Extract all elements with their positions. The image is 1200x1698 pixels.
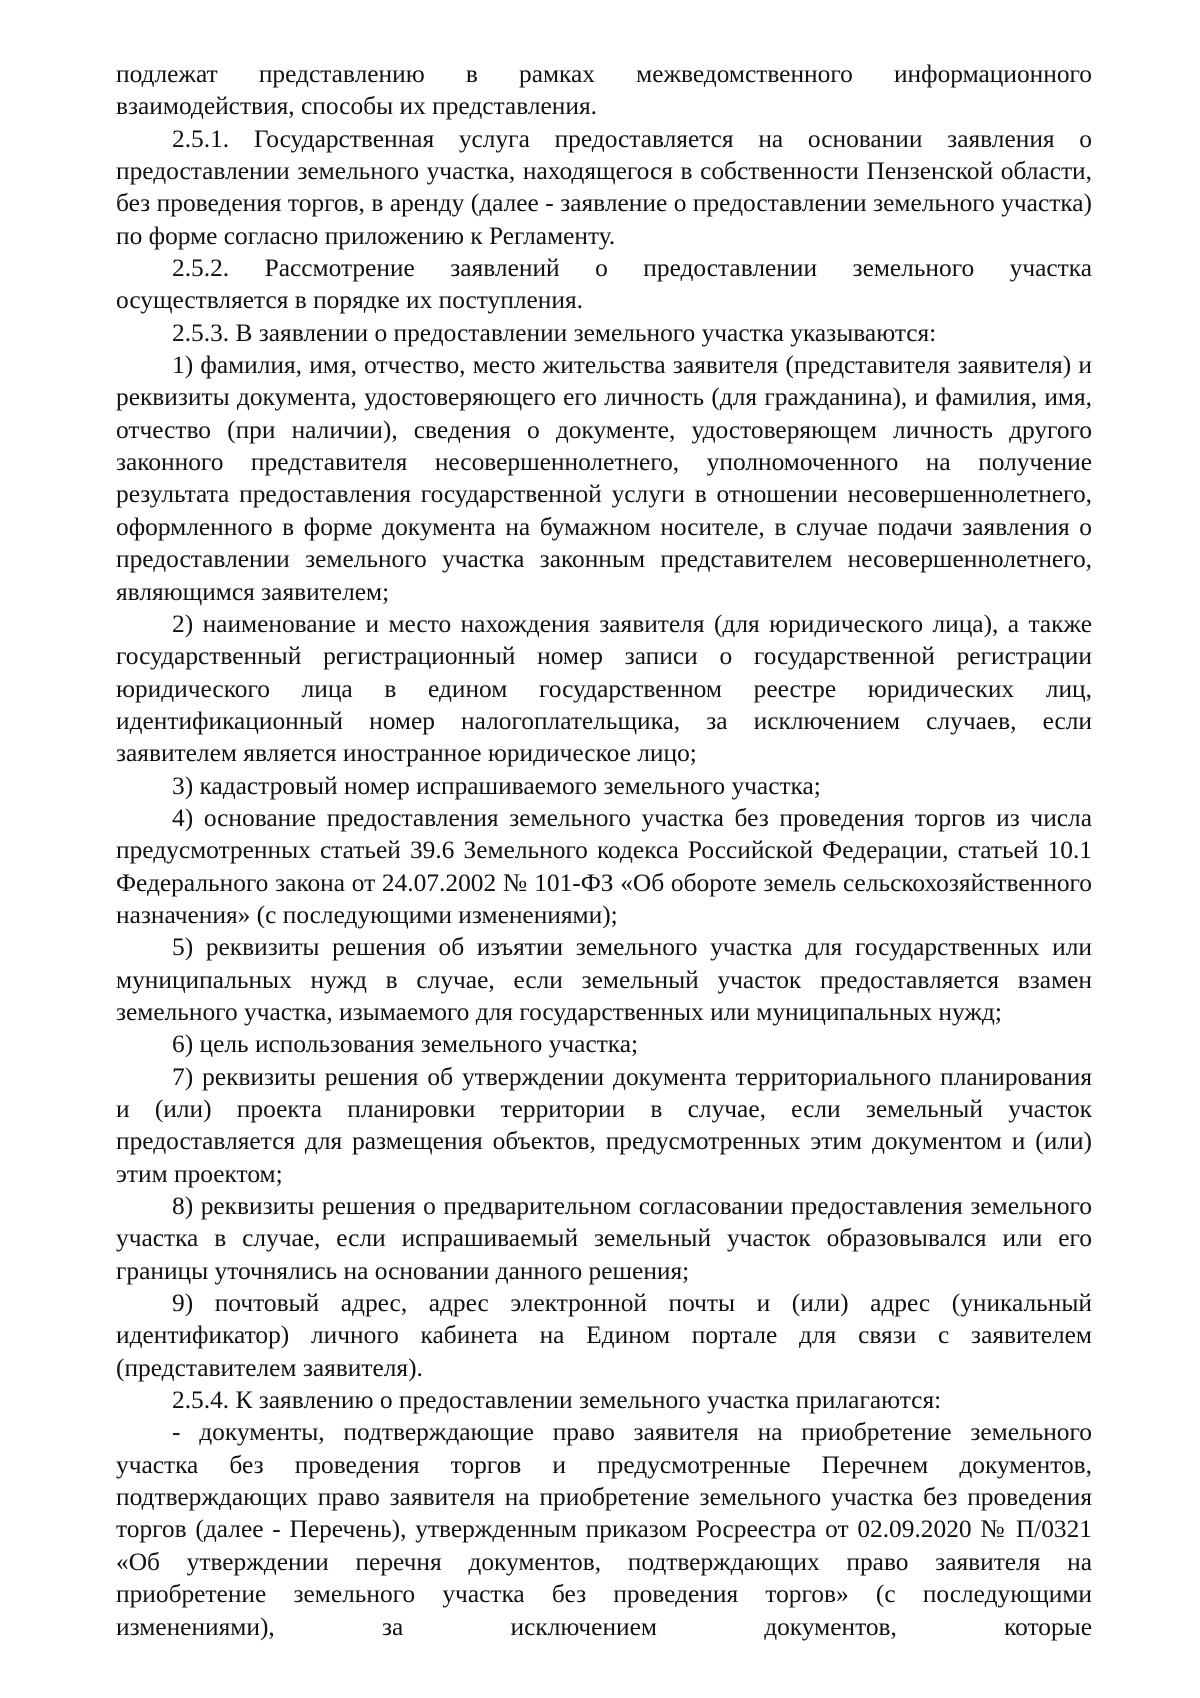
list-item-4: 4) основание предоставления земельного участка без проведения торгов из числа предусмотренных статьей 39.6 Земельного кодекса Российской Федерации, статьей 10.1 Федерального закона от 24.07.2002 № 101-ФЗ «Об обороте земель сельскохозяйственного назначения» (с последующими изменениями); (116, 803, 1092, 929)
paragraph-intro-continuation: подлежат представлению в рамках межведомственного информационного взаимодействия, способы их представления. (116, 60, 1092, 121)
list-item-3: 3) кадастровый номер испрашиваемого земельного участка; (172, 771, 821, 800)
paragraph-2-5-1: 2.5.1. Государственная услуга предоставляется на основании заявления о предоставлении земельного участка, находящегося в собственности Пензенской области, без проведения торгов, в аренду (далее - заявление о предоставлении земельного участка) по форме согласно приложению к Регламенту. (116, 124, 1092, 250)
list-item-7: 7) реквизиты решения об утверждении документа территориального планирования и (или) проекта планировки территории в случае, если земельный участок предоставляется для размещения объектов, предусмотренных этим документом и (или) этим проектом; (116, 1062, 1092, 1188)
list-item-9: 9) почтовый адрес, адрес электронной почты и (или) адрес (уникальный идентификатор) личного кабинета на Едином портале для связи с заявителем (представителем заявителя). (116, 1289, 1092, 1382)
list-item-1: 1) фамилия, имя, отчество, место жительства заявителя (представителя заявителя) и реквизиты документа, удостоверяющего его личность (для гражданина), и фамилия, имя, отчество (при наличии), сведения о документе, удостоверяющем личность другого законного представителя несовершеннолетнего, уполномоченного на получение результата предоставления государственной услуги в отношении несовершеннолетнего, оформленного в форме документа на бумажном носителе, в случае подачи заявления о предоставлении земельного участка законным представителем несовершеннолетнего, являющимся заявителем; (116, 351, 1092, 606)
list-item-6: 6) цель использования земельного участка; (172, 1030, 639, 1059)
list-item-8: 8) реквизиты решения о предварительном согласовании предоставления земельного участка в случае, если испрашиваемый земельный участок образовывался или его границы уточнялись на основании данного решения; (116, 1192, 1092, 1285)
document-page (116, 58, 1092, 1643)
list-item-5: 5) реквизиты решения об изъятии земельного участка для государственных или муниципальных нужд в случае, если земельный участок предоставляется взамен земельного участка, изымаемого для государственных или муниципальных нужд; (116, 933, 1092, 1026)
paragraph-attachments-dash-item: - документы, подтверждающие право заявителя на приобретение земельного участка без проведения торгов и предусмотренные Перечнем документов, подтверждающих право заявителя на приобретение земельного участка без проведения торгов (далее - Перечень), утвержденным приказом Росреестра от 02.09.2020 № П/0321 «Об утверждении перечня документов, подтверждающих право заявителя на приобретение земельного участка без проведения торгов» (с последующими изменениями), за исключением документов, которые (116, 1418, 1092, 1641)
paragraph-2-5-3: 2.5.3. В заявлении о предоставлении земельного участка указываются: (172, 318, 937, 347)
paragraph-2-5-4: 2.5.4. К заявлению о предоставлении земельного участка прилагаются: (172, 1386, 942, 1415)
paragraph-2-5-2: 2.5.2. Рассмотрение заявлений о предоставлении земельного участка осуществляется в порядке их поступления. (116, 254, 1092, 315)
list-item-2: 2) наименование и место нахождения заявителя (для юридического лица), а также государственный регистрационный номер записи о государственной регистрации юридического лица в едином государственном реестре юридических лиц, идентификационный номер налогоплательщика, за исключением случаев, если заявителем является иностранное юридическое лицо; (116, 609, 1092, 768)
